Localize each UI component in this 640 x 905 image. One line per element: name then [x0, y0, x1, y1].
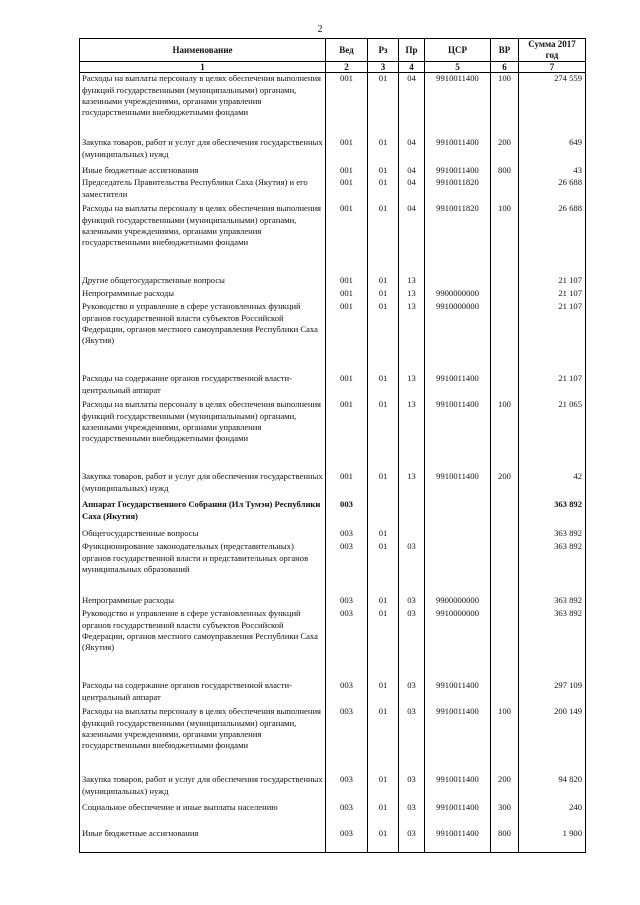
cell-pr: 03 [399, 541, 425, 595]
cell-name: Иные бюджетные ассигнования [80, 165, 326, 177]
table-row [80, 165, 586, 177]
cell-vr: 800 [491, 828, 519, 853]
cell-vr: 200 [491, 137, 519, 165]
table-row [80, 528, 586, 541]
cell-ved: 001 [326, 73, 368, 138]
cell-pr: 03 [399, 802, 425, 828]
cell-ved: 003 [326, 706, 368, 774]
cell-vr [491, 541, 519, 595]
cell-rz: 01 [368, 680, 399, 706]
cell-rz: 01 [368, 73, 399, 138]
col-header-vr: ВР [491, 39, 519, 62]
cell-vr [491, 608, 519, 680]
cell-sum: 363 892 [519, 595, 586, 608]
cell-vr [491, 595, 519, 608]
cell-rz: 01 [368, 706, 399, 774]
cell-pr: 04 [399, 73, 425, 138]
cell-pr [399, 528, 425, 541]
cell-ved: 003 [326, 774, 368, 802]
cell-sum: 21 107 [519, 301, 586, 373]
cell-sum: 363 892 [519, 499, 586, 528]
cell-sum: 21 065 [519, 399, 586, 471]
cell-vr [491, 288, 519, 301]
cell-csr: 9910011400 [425, 471, 491, 499]
cell-name: Руководство и управление в сфере установленных функций органов государственной власти субъектов Российской Федерации, органов местного самоуправления Республики Саха (Якутия) [80, 608, 326, 680]
cell-sum: 240 [519, 802, 586, 828]
cell-rz: 01 [368, 399, 399, 471]
cell-ved: 001 [326, 288, 368, 301]
col-header-pr: Пр [399, 39, 425, 62]
table-row [80, 774, 586, 802]
col-header-csr: ЦСР [425, 39, 491, 62]
cell-pr: 03 [399, 595, 425, 608]
cell-vr [491, 528, 519, 541]
cell-rz: 01 [368, 774, 399, 802]
col-header-name: Наименование [80, 39, 326, 62]
cell-rz: 01 [368, 608, 399, 680]
col-number: 7 [519, 62, 586, 73]
cell-name: Расходы на выплаты персоналу в целях обеспечения выполнения функций государственными (муниципальными) органами, казенными учреждениями, органами управления государственными внебюджетными фондами [80, 706, 326, 774]
cell-name: Расходы на содержание органов государственной власти- центральный аппарат [80, 680, 326, 706]
column-number-row [80, 62, 586, 73]
cell-pr: 04 [399, 203, 425, 275]
cell-ved: 001 [326, 399, 368, 471]
cell-vr: 100 [491, 203, 519, 275]
cell-rz: 01 [368, 541, 399, 595]
cell-pr: 13 [399, 275, 425, 288]
cell-name: Общегосударственные вопросы [80, 528, 326, 541]
cell-name: Расходы на выплаты персоналу в целях обеспечения выполнения функций государственными (муниципальными) органами, казенными учреждениями, органами управления государственными внебюджетными фондами [80, 73, 326, 138]
cell-csr: 9910011400 [425, 828, 491, 853]
cell-ved: 001 [326, 177, 368, 203]
cell-csr: 9910011820 [425, 177, 491, 203]
page-number: 2 [317, 24, 323, 35]
cell-ved: 003 [326, 595, 368, 608]
cell-csr: 9910011400 [425, 165, 491, 177]
cell-ved: 003 [326, 499, 368, 528]
cell-name: Руководство и управление в сфере установленных функций органов государственной власти субъектов Российской Федерации, органов местного самоуправления Республики Саха (Якутия) [80, 301, 326, 373]
cell-rz: 01 [368, 288, 399, 301]
col-number: 6 [491, 62, 519, 73]
table-row [80, 499, 586, 528]
cell-name: Непрограммные расходы [80, 288, 326, 301]
cell-csr: 9900000000 [425, 288, 491, 301]
cell-pr: 03 [399, 828, 425, 853]
cell-rz: 01 [368, 137, 399, 165]
cell-pr: 03 [399, 680, 425, 706]
cell-pr: 03 [399, 774, 425, 802]
col-header-ved: Вед [326, 39, 368, 62]
cell-name: Социальное обеспечение и иные выплаты населению [80, 802, 326, 828]
cell-pr: 13 [399, 301, 425, 373]
cell-pr: 03 [399, 706, 425, 774]
cell-sum: 274 559 [519, 73, 586, 138]
cell-ved: 001 [326, 165, 368, 177]
table-row [80, 471, 586, 499]
cell-rz: 01 [368, 802, 399, 828]
cell-sum: 363 892 [519, 608, 586, 680]
cell-vr: 800 [491, 165, 519, 177]
cell-name: Другие общегосударственные вопросы [80, 275, 326, 288]
cell-sum: 42 [519, 471, 586, 499]
budget-table [79, 38, 586, 853]
cell-rz: 01 [368, 177, 399, 203]
cell-pr: 13 [399, 373, 425, 399]
cell-pr: 13 [399, 471, 425, 499]
cell-csr: 9910011400 [425, 802, 491, 828]
cell-csr: 9910011400 [425, 680, 491, 706]
header-row [80, 39, 586, 62]
table-body [80, 73, 586, 853]
cell-sum: 94 820 [519, 774, 586, 802]
cell-csr: 9910011400 [425, 73, 491, 138]
cell-vr: 100 [491, 399, 519, 471]
cell-vr: 200 [491, 774, 519, 802]
cell-rz: 01 [368, 595, 399, 608]
col-header-rz: Рз [368, 39, 399, 62]
table-row [80, 680, 586, 706]
cell-rz: 01 [368, 828, 399, 853]
table-row [80, 373, 586, 399]
table-row [80, 595, 586, 608]
cell-sum: 21 107 [519, 288, 586, 301]
cell-csr [425, 275, 491, 288]
cell-rz [368, 499, 399, 528]
cell-rz: 01 [368, 165, 399, 177]
cell-name: Непрограммные расходы [80, 595, 326, 608]
table-row [80, 399, 586, 471]
col-number: 2 [326, 62, 368, 73]
cell-csr: 9910011400 [425, 399, 491, 471]
table-row [80, 541, 586, 595]
cell-sum: 21 107 [519, 373, 586, 399]
table-row [80, 275, 586, 288]
cell-vr: 100 [491, 706, 519, 774]
cell-pr: 13 [399, 288, 425, 301]
cell-csr [425, 499, 491, 528]
cell-csr: 9910011400 [425, 774, 491, 802]
cell-name: Закупка товаров, работ и услуг для обеспечения государственных (муниципальных) нужд [80, 137, 326, 165]
cell-sum: 26 688 [519, 203, 586, 275]
cell-vr: 100 [491, 73, 519, 138]
cell-csr: 9910011400 [425, 373, 491, 399]
col-number: 3 [368, 62, 399, 73]
cell-csr: 9910000000 [425, 301, 491, 373]
cell-sum: 297 109 [519, 680, 586, 706]
cell-name: Закупка товаров, работ и услуг для обеспечения государственных (муниципальных) нужд [80, 774, 326, 802]
cell-ved: 001 [326, 471, 368, 499]
table-row [80, 288, 586, 301]
cell-ved: 001 [326, 203, 368, 275]
cell-rz: 01 [368, 203, 399, 275]
cell-ved: 001 [326, 301, 368, 373]
cell-name: Председатель Правительства Республики Саха (Якутия) и его заместители [80, 177, 326, 203]
cell-pr: 04 [399, 165, 425, 177]
cell-sum: 363 892 [519, 528, 586, 541]
cell-name: Расходы на выплаты персоналу в целях обеспечения выполнения функций государственными (муниципальными) органами, казенными учреждениями, органами управления государственными внебюджетными фондами [80, 399, 326, 471]
cell-sum: 200 149 [519, 706, 586, 774]
col-header-sum: Сумма 2017 год [519, 39, 586, 62]
cell-pr [399, 499, 425, 528]
table-row [80, 177, 586, 203]
cell-ved: 001 [326, 373, 368, 399]
cell-name: Расходы на содержание органов государственной власти- центральный аппарат [80, 373, 326, 399]
table-row [80, 802, 586, 828]
table-row [80, 706, 586, 774]
cell-pr: 04 [399, 137, 425, 165]
cell-csr: 9910011400 [425, 706, 491, 774]
table-row [80, 828, 586, 853]
cell-ved: 001 [326, 137, 368, 165]
cell-pr: 03 [399, 608, 425, 680]
cell-name: Иные бюджетные ассигнования [80, 828, 326, 853]
table-row [80, 203, 586, 275]
cell-csr: 9910011820 [425, 203, 491, 275]
cell-rz: 01 [368, 301, 399, 373]
cell-name: Закупка товаров, работ и услуг для обеспечения государственных (муниципальных) нужд [80, 471, 326, 499]
cell-rz: 01 [368, 373, 399, 399]
cell-ved: 003 [326, 608, 368, 680]
cell-name: Расходы на выплаты персоналу в целях обеспечения выполнения функций государственными (муниципальными) органами, казенными учреждениями, органами управления государственными внебюджетными фондами [80, 203, 326, 275]
table-row [80, 608, 586, 680]
table-row [80, 137, 586, 165]
col-number: 4 [399, 62, 425, 73]
cell-rz: 01 [368, 528, 399, 541]
cell-ved: 003 [326, 680, 368, 706]
cell-name: Аппарат Государственного Собрания (Ил Тумэн) Республики Саха (Якутия) [80, 499, 326, 528]
cell-csr: 9910011400 [425, 137, 491, 165]
cell-vr [491, 499, 519, 528]
cell-csr [425, 528, 491, 541]
cell-vr [491, 373, 519, 399]
cell-rz: 01 [368, 471, 399, 499]
cell-sum: 26 688 [519, 177, 586, 203]
cell-sum: 43 [519, 165, 586, 177]
col-number: 5 [425, 62, 491, 73]
cell-ved: 003 [326, 541, 368, 595]
cell-vr: 200 [491, 471, 519, 499]
cell-csr [425, 541, 491, 595]
cell-sum: 21 107 [519, 275, 586, 288]
cell-ved: 003 [326, 828, 368, 853]
cell-csr: 9910000000 [425, 608, 491, 680]
cell-vr [491, 680, 519, 706]
col-number: 1 [80, 62, 326, 73]
cell-csr: 9900000000 [425, 595, 491, 608]
cell-pr: 04 [399, 177, 425, 203]
cell-ved: 003 [326, 528, 368, 541]
cell-sum: 1 900 [519, 828, 586, 853]
cell-pr: 13 [399, 399, 425, 471]
table-row [80, 73, 586, 138]
cell-name: Функционирование законодательных (представительных) органов государственной власти и представительных органов муниципальных образований [80, 541, 326, 595]
cell-rz: 01 [368, 275, 399, 288]
cell-vr [491, 177, 519, 203]
cell-vr [491, 301, 519, 373]
cell-sum: 363 892 [519, 541, 586, 595]
cell-ved: 003 [326, 802, 368, 828]
cell-vr [491, 275, 519, 288]
cell-sum: 649 [519, 137, 586, 165]
cell-ved: 001 [326, 275, 368, 288]
cell-vr: 300 [491, 802, 519, 828]
table-row [80, 301, 586, 373]
